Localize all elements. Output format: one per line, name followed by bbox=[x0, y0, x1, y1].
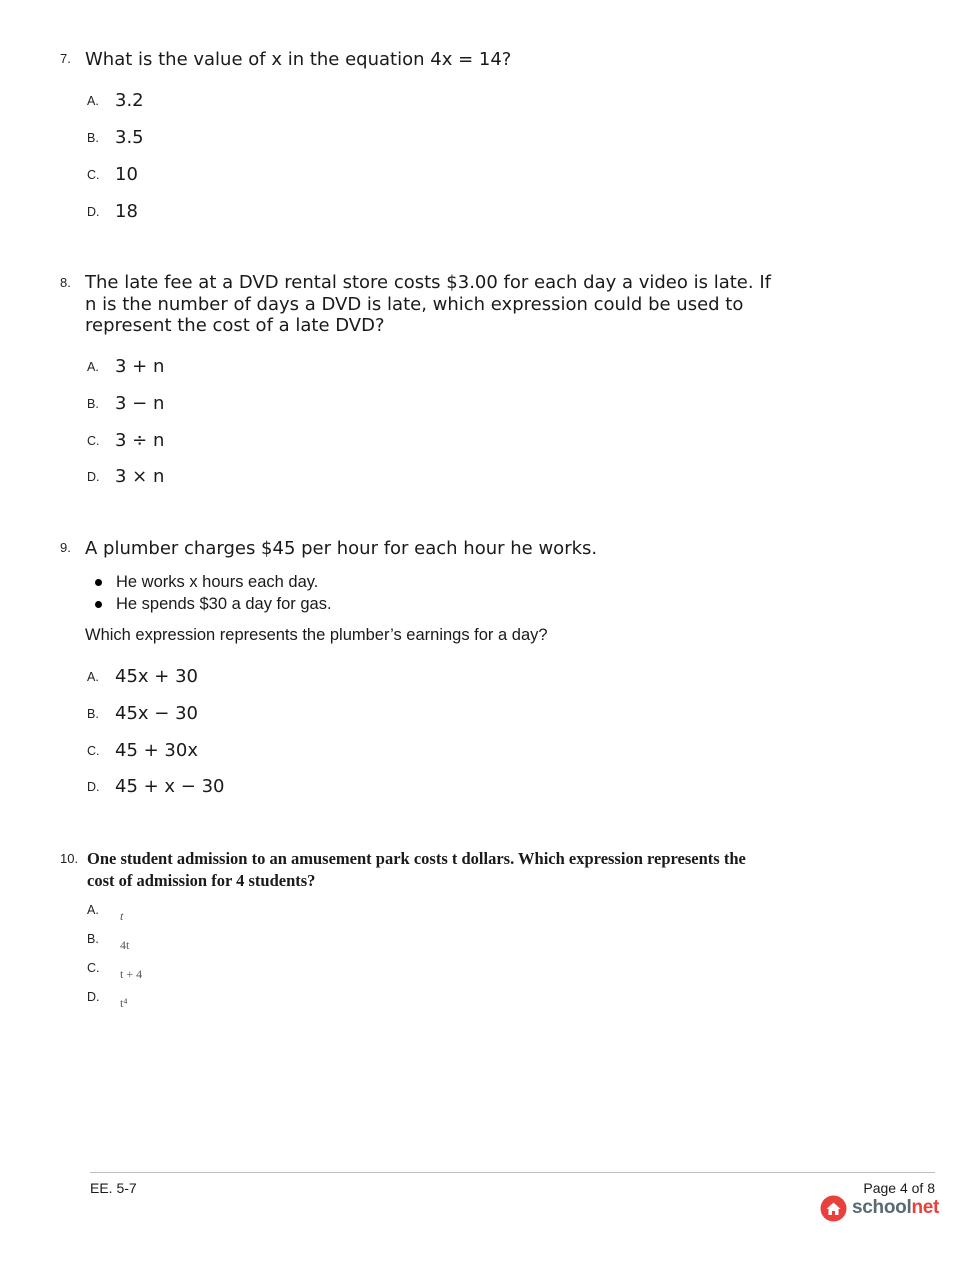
option-d[interactable] bbox=[0, 776, 500, 800]
option-a[interactable] bbox=[0, 903, 500, 927]
option-value: t bbox=[120, 909, 124, 923]
option-a[interactable] bbox=[0, 90, 500, 114]
option-d[interactable] bbox=[0, 466, 500, 490]
option-letter: D. bbox=[87, 470, 100, 484]
option-value: t⁴ bbox=[120, 996, 128, 1010]
question-prompt: One student admission to an amusement park costs t dollars. Which expression represents the cost of admission for 4 students? bbox=[87, 849, 746, 890]
option-c[interactable] bbox=[0, 961, 500, 985]
bullet-item bbox=[92, 593, 332, 615]
option-a[interactable] bbox=[0, 356, 500, 380]
option-b[interactable] bbox=[0, 393, 500, 417]
bullet-text: He works x hours each day. bbox=[116, 573, 319, 591]
option-letter: B. bbox=[87, 131, 99, 145]
option-letter: A. bbox=[87, 94, 99, 108]
option-letter: A. bbox=[87, 670, 99, 684]
bullet-list bbox=[92, 571, 332, 615]
question-number: 8. bbox=[60, 275, 71, 290]
logo-wordmark bbox=[852, 1197, 939, 1219]
option-letter: B. bbox=[87, 932, 99, 946]
option-value: 10 bbox=[115, 164, 138, 185]
option-value: 3 × n bbox=[115, 466, 165, 487]
option-d[interactable] bbox=[0, 990, 500, 1014]
option-b[interactable] bbox=[0, 703, 500, 727]
option-a[interactable] bbox=[0, 666, 500, 690]
question-prompt: The late fee at a DVD rental store costs $3.00 for each day a video is late. If n is the number of days a DVD is late, which expression could be used to represent the cost of a late DVD? bbox=[85, 272, 771, 336]
option-value: 18 bbox=[115, 201, 138, 222]
option-letter: A. bbox=[87, 360, 99, 374]
option-value: 45 + x − 30 bbox=[115, 776, 225, 797]
question-number: 7. bbox=[60, 51, 71, 66]
option-letter: C. bbox=[87, 168, 100, 182]
question-number: 10. bbox=[60, 851, 79, 866]
option-value: 45x + 30 bbox=[115, 666, 198, 687]
option-letter: D. bbox=[87, 990, 100, 1004]
option-letter: B. bbox=[87, 707, 99, 721]
house-icon bbox=[820, 1195, 847, 1222]
option-value: 3 − n bbox=[115, 393, 165, 414]
option-letter: C. bbox=[87, 744, 100, 758]
bullet-icon bbox=[95, 579, 102, 586]
option-letter: C. bbox=[87, 434, 100, 448]
logo-text-net: net bbox=[911, 1197, 940, 1218]
option-value: 45x − 30 bbox=[115, 703, 198, 724]
option-value: 3.5 bbox=[115, 127, 144, 148]
bullet-text: He spends $30 a day for gas. bbox=[116, 595, 332, 613]
option-value: 4t bbox=[120, 938, 130, 952]
question-prompt: A plumber charges $45 per hour for each hour he works. bbox=[85, 538, 598, 559]
option-d[interactable] bbox=[0, 201, 500, 225]
option-value: 3 + n bbox=[115, 356, 165, 377]
footer-divider bbox=[90, 1172, 935, 1173]
option-b[interactable] bbox=[0, 127, 500, 151]
schoolnet-logo bbox=[820, 1194, 940, 1222]
footer-code: EE. 5-7 bbox=[90, 1180, 137, 1196]
option-c[interactable] bbox=[0, 430, 500, 454]
option-letter: B. bbox=[87, 397, 99, 411]
bullet-item bbox=[92, 571, 332, 593]
bullet-icon bbox=[95, 601, 102, 608]
option-value: 3 ÷ n bbox=[115, 430, 165, 451]
option-letter: C. bbox=[87, 961, 100, 975]
question-number: 9. bbox=[60, 540, 71, 555]
option-b[interactable] bbox=[0, 932, 500, 956]
page-indicator: Page 4 of 8 bbox=[863, 1180, 935, 1196]
option-value: 3.2 bbox=[115, 90, 144, 111]
option-c[interactable] bbox=[0, 740, 500, 764]
option-value: 45 + 30x bbox=[115, 740, 198, 761]
option-letter: D. bbox=[87, 205, 100, 219]
option-value: t + 4 bbox=[120, 967, 143, 981]
logo-text-school: school bbox=[852, 1197, 912, 1218]
option-letter: A. bbox=[87, 903, 99, 917]
option-letter: D. bbox=[87, 780, 100, 794]
followup-text: Which expression represents the plumber’s earnings for a day? bbox=[85, 626, 548, 644]
question-prompt: What is the value of x in the equation 4x = 14? bbox=[85, 49, 512, 70]
option-c[interactable] bbox=[0, 164, 500, 188]
